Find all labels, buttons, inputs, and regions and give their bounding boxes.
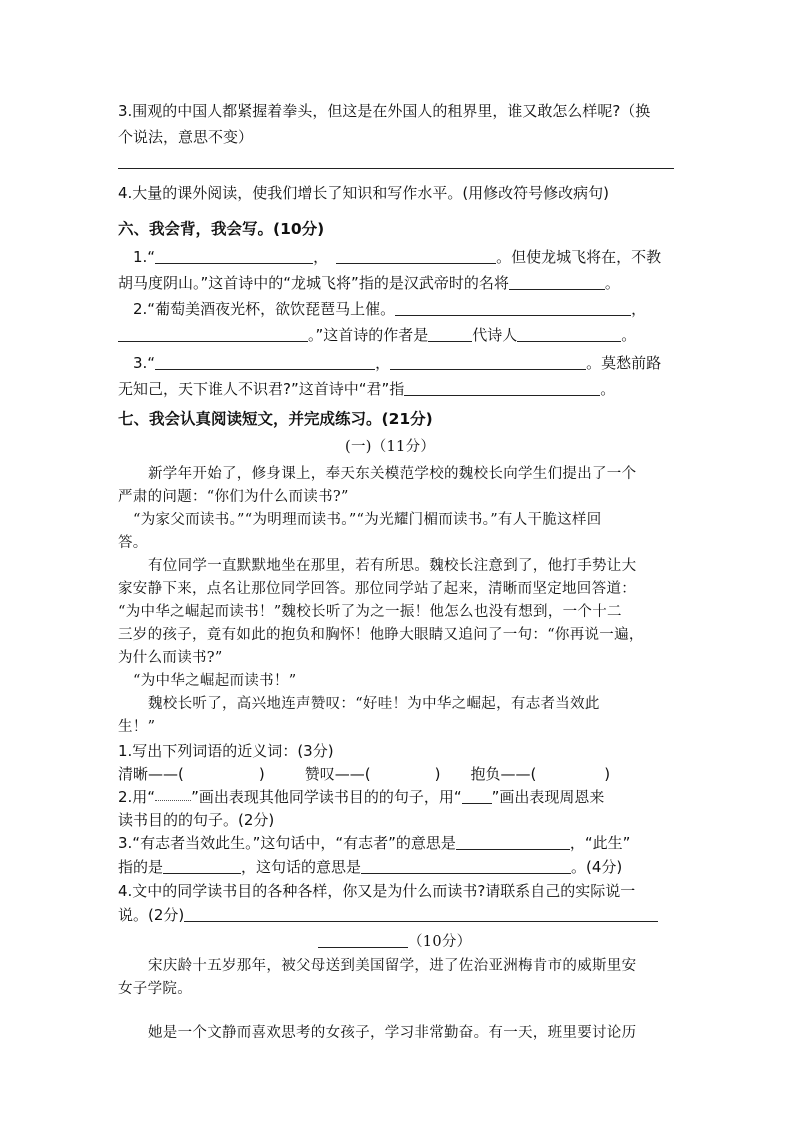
blank-poem-3b[interactable] [390, 353, 586, 370]
exercise-3-line-2: 指的是 ，这句话的意思是 。(4分) [118, 858, 623, 876]
poem-3-line-1: 3.“ ， 。莫愁前路 [133, 354, 662, 372]
question-4: 4.大量的课外阅读，使我们增长了知识和写作水平。(用修改符号修改病句) [118, 184, 610, 202]
exercise-3-line-1: 3.“有志者当效此生。”这句话中，“有志者”的意思是 ，“此生” [118, 834, 631, 852]
reading-1-line: “为家父而读书。”“为明理而读书。”“为光耀门楣而读书。”有人干脆这样回 [133, 512, 602, 528]
poem-3-line-2: 无知己，天下谁人不识君?”这首诗中“君”指 。 [118, 380, 616, 398]
blank-cisheng[interactable] [163, 857, 241, 874]
exercise-1-words: 清晰——( ) 赞叹——( ) 抱负——( ) [118, 765, 611, 783]
blank-poem-2b[interactable] [118, 325, 308, 342]
blank-sentence-meaning[interactable] [361, 857, 571, 874]
exercise-4-line-2: 说。(2分) [118, 904, 678, 926]
reading-2-line: 宋庆龄十五岁那年，被父母送到美国留学，进了佐治亚洲梅肯市的威斯里安 [148, 958, 637, 974]
exercise-2-line-2: 读书目的的句子。(2分) [118, 811, 275, 829]
question-3-line-2: 个说法，意思不变） [118, 128, 254, 146]
reading-1-title: (一)（11分） [345, 439, 436, 455]
blank-poem-3c[interactable] [404, 379, 600, 396]
exercise-4-line-1: 4.文中的同学读书目的各种各样，你又是为什么而读书?请联系自己的实际说一 [118, 882, 636, 900]
reading-1-line: 家安静下来，点名让那位同学回答。那位同学站了起来，清晰而坚定地回答道： [118, 581, 636, 597]
reading-1-line: “为中华之崛起而读书！”魏校长听了为之一振！他怎么也没有想到，一个十二 [118, 604, 622, 620]
reading-2-title: （10分） [318, 930, 471, 953]
poem-1-line-2: 胡马度阴山。”这首诗中的“龙城飞将”指的是汉武帝时的名将 。 [118, 274, 620, 292]
poem-1-line-1: 1.“ ， 。但使龙城飞将在，不教 [133, 248, 662, 266]
reading-2-line: 她是一个文静而喜欢思考的女孩子，学习非常勤奋。有一天，班里要讨论历 [148, 1025, 637, 1041]
section-7-heading: 七、我会认真阅读短文，并完成练习。(21分) [118, 410, 433, 428]
section-6-heading: 六、我会背，我会写。(10分) [118, 220, 325, 238]
question-3-line-1: 3.围观的中国人都紧握着拳头，但这是在外国人的租界里，谁又敢怎么样呢?（换 [118, 102, 651, 120]
wavy-underline-mark [155, 788, 191, 801]
reading-1-line: 有位同学一直默默地坐在那里，若有所思。魏校长注意到了，他打手势让大 [148, 558, 637, 574]
reading-1-line: 严肃的问题：“你们为什么而读书?” [118, 489, 349, 505]
reading-1-line: 为什么而读书?” [118, 650, 223, 666]
reading-1-line: 生！” [118, 719, 156, 735]
poem-2-line-1: 2.“葡萄美酒夜光杯，欲饮琵琶马上催。 ， [133, 300, 647, 318]
blank-exercise-4[interactable] [184, 905, 658, 922]
blank-poem-1b[interactable] [336, 247, 496, 264]
reading-1-line: 三岁的孩子，竟有如此的抱负和胸怀！他睁大眼睛又追问了一句：“你再说一遍， [118, 627, 644, 643]
reading-1-line: 魏校长听了，高兴地连声赞叹：“好哇！为中华之崛起，有志者当效此 [148, 696, 600, 712]
reading-1-line: 新学年开始了，修身课上，奉天东关模范学校的魏校长向学生们提出了一个 [148, 466, 637, 482]
reading-1-line: 答。 [118, 535, 148, 551]
straight-underline-mark [462, 791, 492, 804]
exercise-1: 1.写出下列词语的近义词：(3分) [118, 742, 334, 760]
blank-poem-1c[interactable] [509, 273, 605, 290]
answer-line-q3 [118, 168, 674, 169]
blank-youzhizhe[interactable] [456, 833, 570, 850]
poem-2-line-2: 。”这首诗的作者是 代诗人 。 [118, 324, 678, 346]
blank-poem-2-poet[interactable] [517, 325, 621, 342]
blank-poem-2a[interactable] [395, 299, 631, 316]
reading-2-line: 女子学院。 [118, 981, 192, 997]
blank-poem-1a[interactable] [155, 247, 313, 264]
reading-1-line: “为中华之崛起而读书！” [133, 673, 297, 689]
blank-poem-2-dynasty[interactable] [428, 325, 472, 342]
exercise-2-line-1: 2.用“ ”画出表现其他同学读书目的的句子，用“ ”画出表现周恩来 [118, 788, 605, 806]
blank-poem-3a[interactable] [155, 353, 375, 370]
blank-reading-2-title[interactable] [318, 931, 408, 948]
